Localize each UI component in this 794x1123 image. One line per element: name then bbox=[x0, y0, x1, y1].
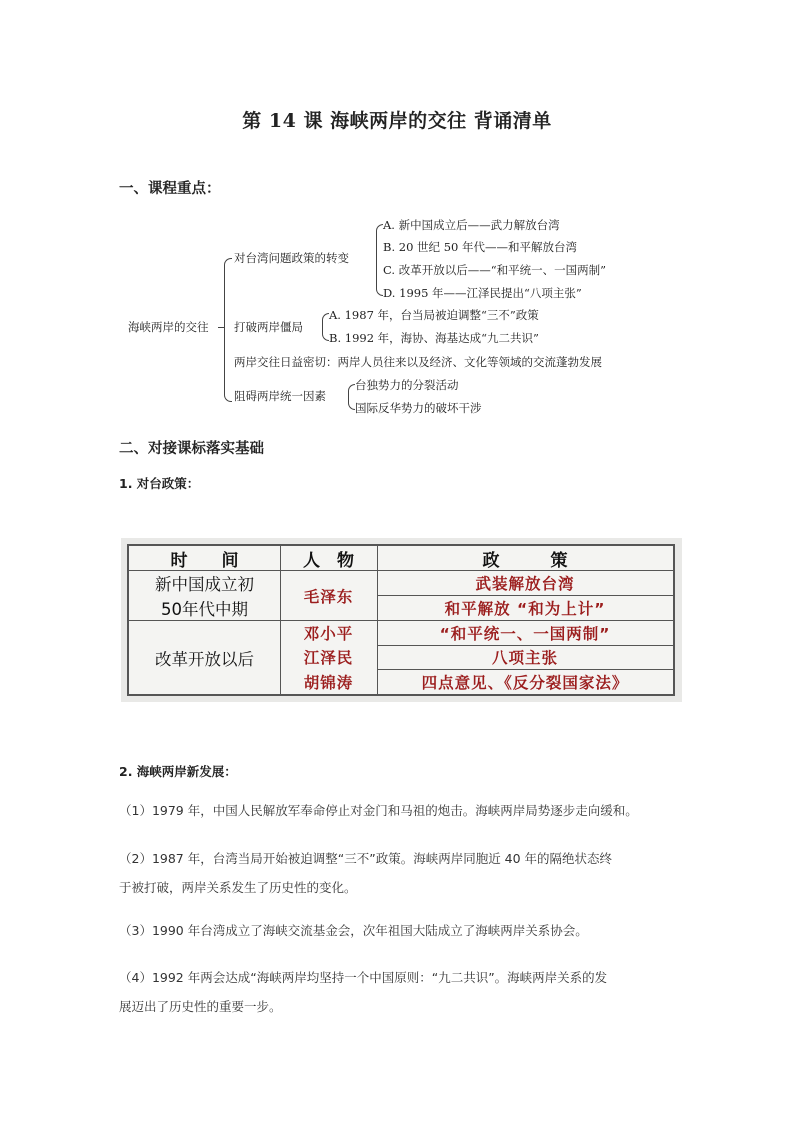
sub-heading-development: 2. 海峡两岸新发展： bbox=[119, 764, 237, 779]
policy-cell: 和平解放 “和为上计” bbox=[444, 600, 606, 618]
branch1-brace bbox=[376, 224, 383, 296]
branch4-item: 国际反华势力的破坏干涉 bbox=[355, 401, 482, 415]
branch1-item: B. 20 世纪 50 年代——和平解放台湾 bbox=[383, 240, 577, 254]
person-cell: 江泽民 bbox=[303, 649, 354, 667]
policy-cell: 武装解放台湾 bbox=[475, 575, 575, 593]
branch-closer-exchange: 两岸交往日益密切：两岸人员往来以及经济、文化等领域的交流蓬勃发展 bbox=[234, 355, 602, 369]
policy-cell: 八项主张 bbox=[491, 649, 558, 667]
person-cell: 毛泽东 bbox=[303, 587, 354, 606]
branch2-item: B. 1992 年，海协、海基达成“九二共识” bbox=[329, 331, 539, 345]
paragraph-line: （4）1992 年两会达成“海峡两岸均坚持一个中国原则：“九二共识”。海峡两岸关系的发 bbox=[119, 970, 608, 985]
table-header-policy: 政 策 bbox=[482, 550, 568, 571]
branch-obstacles: 阻碍两岸统一因素 bbox=[234, 389, 326, 403]
branch4-brace bbox=[348, 384, 355, 410]
person-cell: 胡锦涛 bbox=[303, 674, 354, 692]
branch-policy-shift: 对台湾问题政策的转变 bbox=[234, 251, 349, 265]
page-title: 第 14 课 海峡两岸的交往 背诵清单 bbox=[242, 110, 552, 132]
branch1-item: D. 1995 年——江泽民提出“八项主张” bbox=[383, 286, 582, 300]
table-header-time: 时 间 bbox=[170, 550, 239, 571]
branch2-item: A. 1987 年，台当局被迫调整“三不”政策 bbox=[329, 308, 539, 322]
branch4-item: 台独势力的分裂活动 bbox=[355, 378, 459, 392]
branch-break-deadlock: 打破两岸僵局 bbox=[234, 320, 303, 334]
sub-heading-policy: 1. 对台政策： bbox=[119, 476, 200, 491]
period-cell: 新中国成立初 bbox=[155, 575, 254, 594]
person-cell: 邓小平 bbox=[303, 625, 354, 643]
branch1-item: C. 改革开放以后——“和平统一、一国两制” bbox=[383, 263, 606, 277]
paragraph-line: 展迈出了历史性的重要一步。 bbox=[119, 999, 282, 1014]
policy-cell: “和平统一、一国两制” bbox=[439, 625, 611, 643]
policy-cell: 四点意见、《反分裂国家法》 bbox=[421, 674, 629, 692]
branch2-brace bbox=[322, 313, 329, 341]
section2-heading: 二、对接课标落实基础 bbox=[119, 440, 264, 457]
period-cell: 改革开放以后 bbox=[155, 649, 254, 669]
paragraph-line: （1）1979 年，中国人民解放军奉命停止对金门和马祖的炮击。海峡两岸局势逐步走向缓和。 bbox=[119, 803, 638, 818]
map-main-brace bbox=[224, 258, 232, 402]
section1-heading: 一、课程重点： bbox=[119, 180, 221, 197]
paragraph-line: （2）1987 年，台湾当局开始被迫调整“三不”政策。海峡两岸同胞近 40 年的隔绝状态终 bbox=[119, 851, 613, 866]
paragraph-line: 于被打破，两岸关系发生了历史性的变化。 bbox=[119, 880, 357, 895]
policy-table bbox=[121, 538, 682, 702]
table-header-person: 人 物 bbox=[303, 550, 354, 571]
branch1-item: A. 新中国成立后——武力解放台湾 bbox=[383, 218, 560, 232]
period-cell: 50年代中期 bbox=[161, 599, 248, 619]
map-root: 海峡两岸的交往 bbox=[128, 320, 209, 334]
paragraph-line: （3）1990 年台湾成立了海峡交流基金会，次年祖国大陆成立了海峡两岸关系协会。 bbox=[119, 923, 588, 938]
